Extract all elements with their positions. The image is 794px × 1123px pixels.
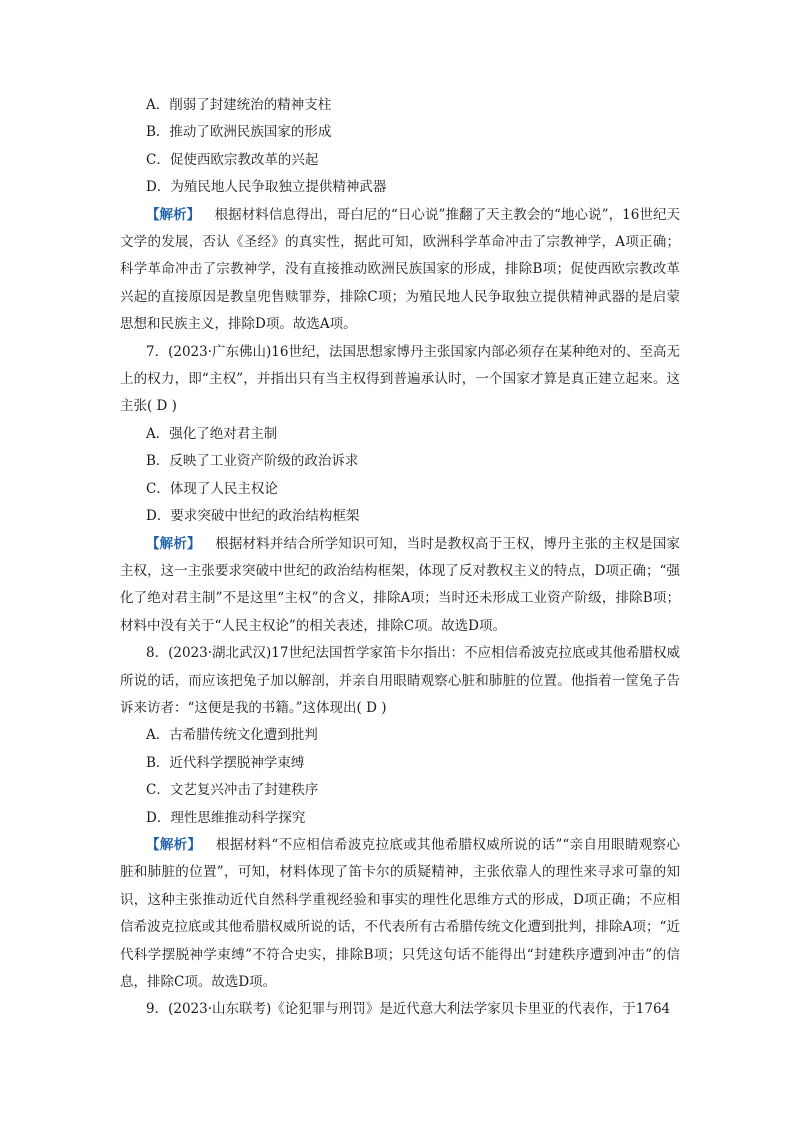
q7-option-c: C．体现了人民主权论 [146, 480, 278, 497]
q8-option-a: A．古希腊传统文化遭到批判 [146, 727, 318, 744]
q7-analysis-text: 根据材料并结合所学知识可知，当时是教权高于王权，博丹主张的主权是国家主权，这一主张要求突破中世纪的政治结构框架，体现了反对教权主义的特点，D项正确；“强化了绝对君主制”不是这里“主权”的含义，排除A项；当时还未形成工业资产阶级，排除B项；材料中没有关于“人民主权论”的相关表述，排除C项。故选D项。 [120, 535, 681, 634]
q6-analysis [120, 202, 680, 339]
q8-option-b: B．近代科学摆脱神学束缚 [146, 754, 305, 771]
q8-option-c: C．文艺复兴冲击了封建秩序 [146, 782, 319, 799]
analysis-label: 【解析】 [146, 535, 201, 552]
analysis-label: 【解析】 [146, 206, 201, 223]
document-page [120, 92, 680, 1024]
q6-analysis-text: 根据材料信息得出，哥白尼的“日心说”推翻了天主教会的“地心说”，16世纪天文学的发展，否认《圣经》的真实性，据此可知，欧洲科学革命冲击了宗教神学，A项正确；科学革命冲击了宗教神学，没有直接推动欧洲民族国家的形成，排除B项；促使西欧宗教改革兴起的直接原因是教皇兜售赎罪券，排除C项；为殖民地人民争取独立提供精神武器的是启蒙思想和民族主义，排除D项。故选A项。 [120, 206, 680, 333]
q6-option-b: B．推动了欧洲民族国家的形成 [146, 124, 332, 141]
q7-option-d: D．要求突破中世纪的政治结构框架 [146, 508, 360, 525]
q8-option-d: D．理性思维推动科学探究 [146, 809, 306, 826]
q8-analysis [120, 832, 680, 996]
q6-option-a: A．削弱了封建统治的精神支柱 [146, 97, 332, 113]
q6-option-c: C．促使西欧宗教改革的兴起 [146, 151, 319, 168]
analysis-label: 【解析】 [146, 836, 202, 853]
q8-stem: 8．(2023·湖北武汉)17世纪法国哲学家笛卡尔指出：不应相信希波克拉底或其他希腊权威所说的话，而应该把兔子加以解剖，并亲自用眼睛观察心脏和肺脏的位置。他指着一筐兔子告诉来访者：“这便是我的书籍。”这体现出( D ) [120, 645, 680, 716]
q7-stem: 7．(2023·广东佛山)16世纪，法国思想家博丹主张国家内部必须存在某种绝对的、至高无上的权力，即“主权”，并指出只有当主权得到普遍承认时，一个国家才算是真正建立起来。这主张( D ) [120, 343, 680, 415]
q9-stem: 9．(2023·山东联考)《论犯罪与刑罚》是近代意大利法学家贝卡里亚的代表作，于1764 [146, 1001, 671, 1018]
q7-option-a: A．强化了绝对君主制 [146, 425, 278, 442]
q8-analysis-text: 根据材料“不应相信希波克拉底或其他希腊权威所说的话”“亲自用眼睛观察心脏和肺脏的位置”，可知，材料体现了笛卡尔的质疑精神，主张依靠人的理性来寻求可靠的知识，这种主张推动近代自然科学重视经验和事实的理性化思维方式的形成，D项正确；不应相信希波克拉底或其他希腊权威所说的话，不代表所有古希腊传统文化遭到批判，排除A项；“近代科学摆脱神学束缚”不符合史实，排除B项；只凭这句话不能得出“封建秩序遭到冲击”的信息，排除C项。故选D项。 [120, 836, 680, 990]
q6-option-d: D．为殖民地人民争取独立提供精神武器 [146, 179, 387, 196]
q7-option-b: B．反映了工业资产阶级的政治诉求 [146, 453, 359, 470]
q7-analysis [120, 531, 680, 641]
